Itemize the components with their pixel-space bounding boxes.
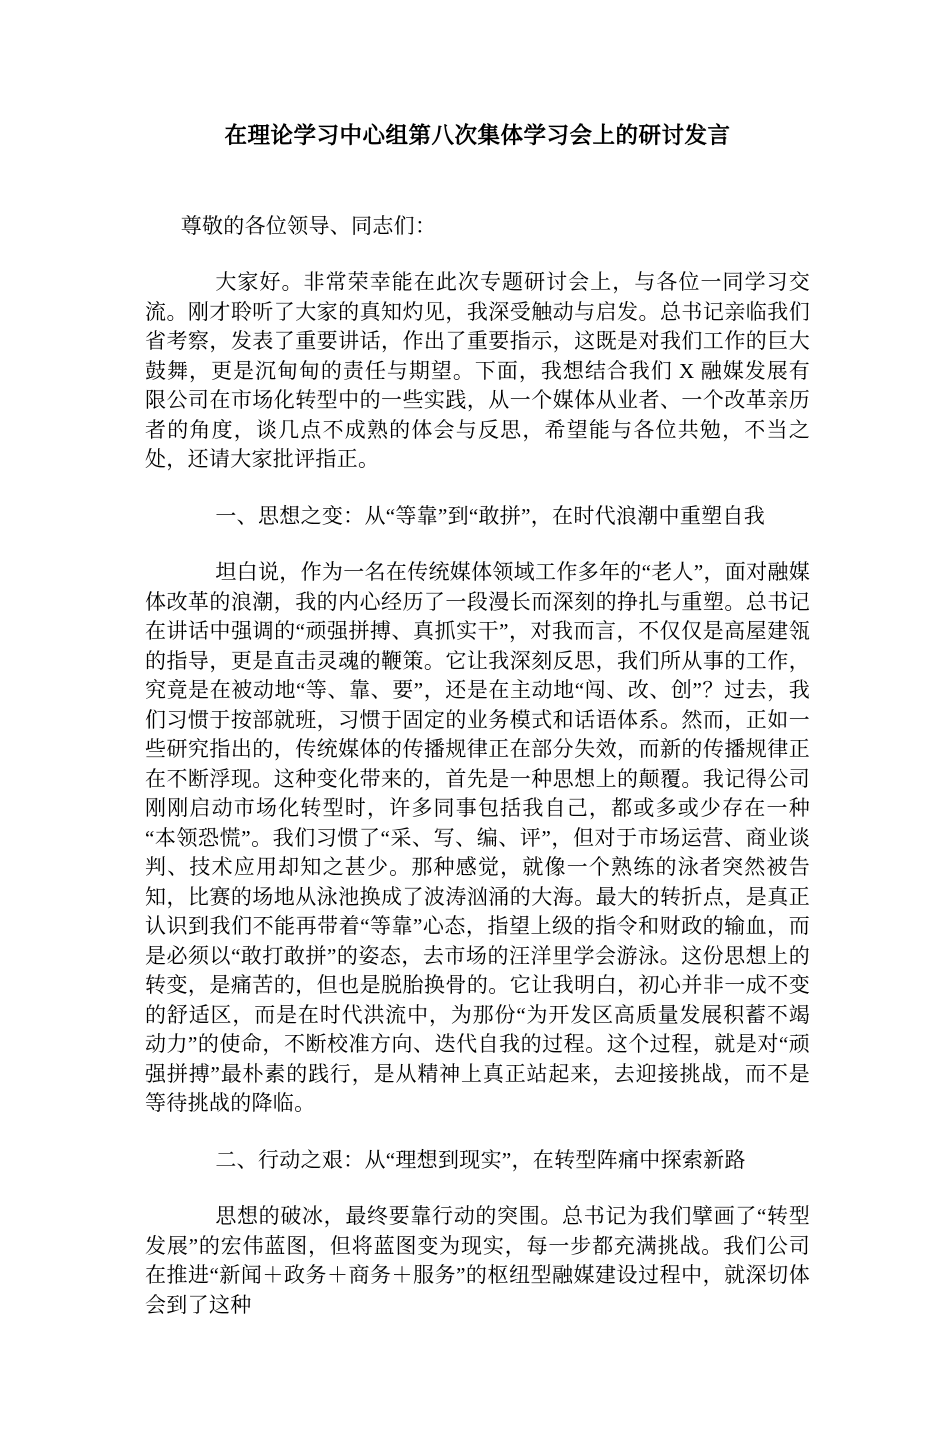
paragraph-section-2: 思想的破冰，最终要靠行动的突围。总书记为我们擘画了“转型发展”的宏伟蓝图，但将蓝图变为现实，每一步都充满挑战。我们公司在推进“新闻＋政务＋商务＋服务”的枢纽型融媒建设过程中，就深切体会到了这种 <box>145 1204 810 1317</box>
paragraph-intro: 大家好。非常荣幸能在此次专题研讨会上，与各位一同学习交流。刚才聆听了大家的真知灼见，我深受触动与启发。总书记亲临我们省考察，发表了重要讲话，作出了重要指示，这既是对我们工作的巨大鼓舞，更是沉甸甸的责任与期望。下面，我想结合我们 X 融媒发展有限公司在市场化转型中的一些实践，从一个媒体从业者、一个改革亲历者的角度，谈几点不成熟的体会与反思，希望能与各位共勉，不当之处，还请大家批评指正。 <box>145 270 810 471</box>
paragraph-section-1: 坦白说，作为一名在传统媒体领域工作多年的“老人”，面对融媒体改革的浪潮，我的内心经历了一段漫长而深刻的挣扎与重塑。总书记在讲话中强调的“顽强拼搏、真抓实干”，对我而言，不仅仅是高屋建瓴的指导，更是直击灵魂的鞭策。它让我深刻反思，我们所从事的工作，究竟是在被动地“等、靠、要”，还是在主动地“闯、改、创”？过去，我们习惯于按部就班，习惯于固定的业务模式和话语体系。然而，正如一些研究指出的，传统媒体的传播规律正在部分失效，而新的传播规律正在不断浮现。这种变化带来的，首先是一种思想上的颠覆。我记得公司刚刚启动市场化转型时，许多同事包括我自己，都或多或少存在一种“本领恐慌”。我们习惯了“采、写、编、评”，但对于市场运营、商业谈判、技术应用却知之甚少。那种感觉，就像一个熟练的泳者突然被告知，比赛的场地从泳池换成了波涛汹涌的大海。最大的转折点，是真正认识到我们不能再带着“等靠”心态，指望上级的指令和财政的输血，而是必须以“敢打敢拼”的姿态，去市场的汪洋里学会游泳。这份思想上的转变，是痛苦的，但也是脱胎换骨的。它让我明白，初心并非一成不变的舒适区，而是在时代洪流中，为那份“为开发区高质量发展积蓄不竭动力”的使命，不断校准方向、迭代自我的过程。这个过程，就是对“顽强拼搏”最朴素的践行，是从精神上真正站起来，去迎接挑战，而不是等待挑战的降临。 <box>145 560 810 1115</box>
greeting-line: 尊敬的各位领导、同志们： <box>180 213 437 238</box>
section-heading-2: 二、行动之艰：从“理想到现实”，在转型阵痛中探索新路 <box>215 1147 746 1172</box>
section-heading-1: 一、思想之变：从“等靠”到“敢拼”，在时代浪潮中重塑自我 <box>215 503 766 528</box>
document-title: 在理论学习中心组第八次集体学习会上的研讨发言 <box>224 123 731 148</box>
